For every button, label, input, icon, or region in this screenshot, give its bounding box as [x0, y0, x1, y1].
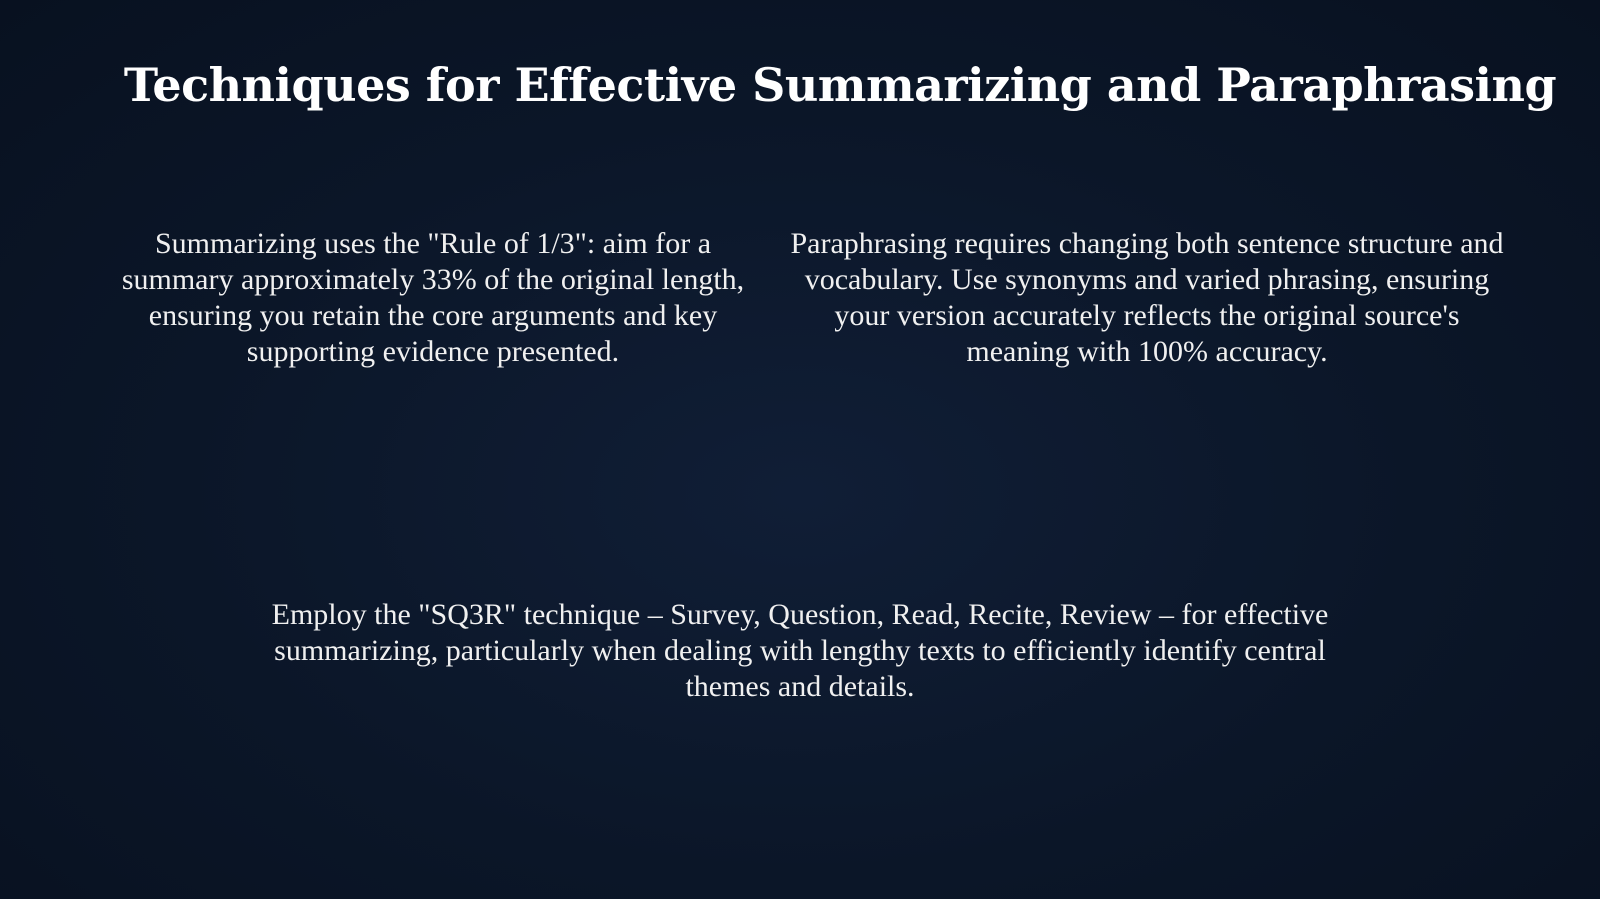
sq3r-paragraph: Employ the "SQ3R" technique – Survey, Question, Read, Recite, Review – for effective summarizing, particularly when dealing with lengthy texts to efficiently identify central themes and details.	[271, 598, 1329, 703]
summarizing-paragraph: Summarizing uses the "Rule of 1/3": aim for a summary approximately 33% of the original length, ensuring you retain the core arguments and key supporting evidence presented.	[121, 227, 745, 368]
paraphrasing-paragraph: Paraphrasing requires changing both sentence structure and vocabulary. Use synonyms and varied phrasing, ensuring your version accurately reflects the original source's meaning with 100% accuracy.	[790, 227, 1504, 368]
slide-title: Techniques for Effective Summarizing and Paraphrasing	[123, 58, 1557, 112]
